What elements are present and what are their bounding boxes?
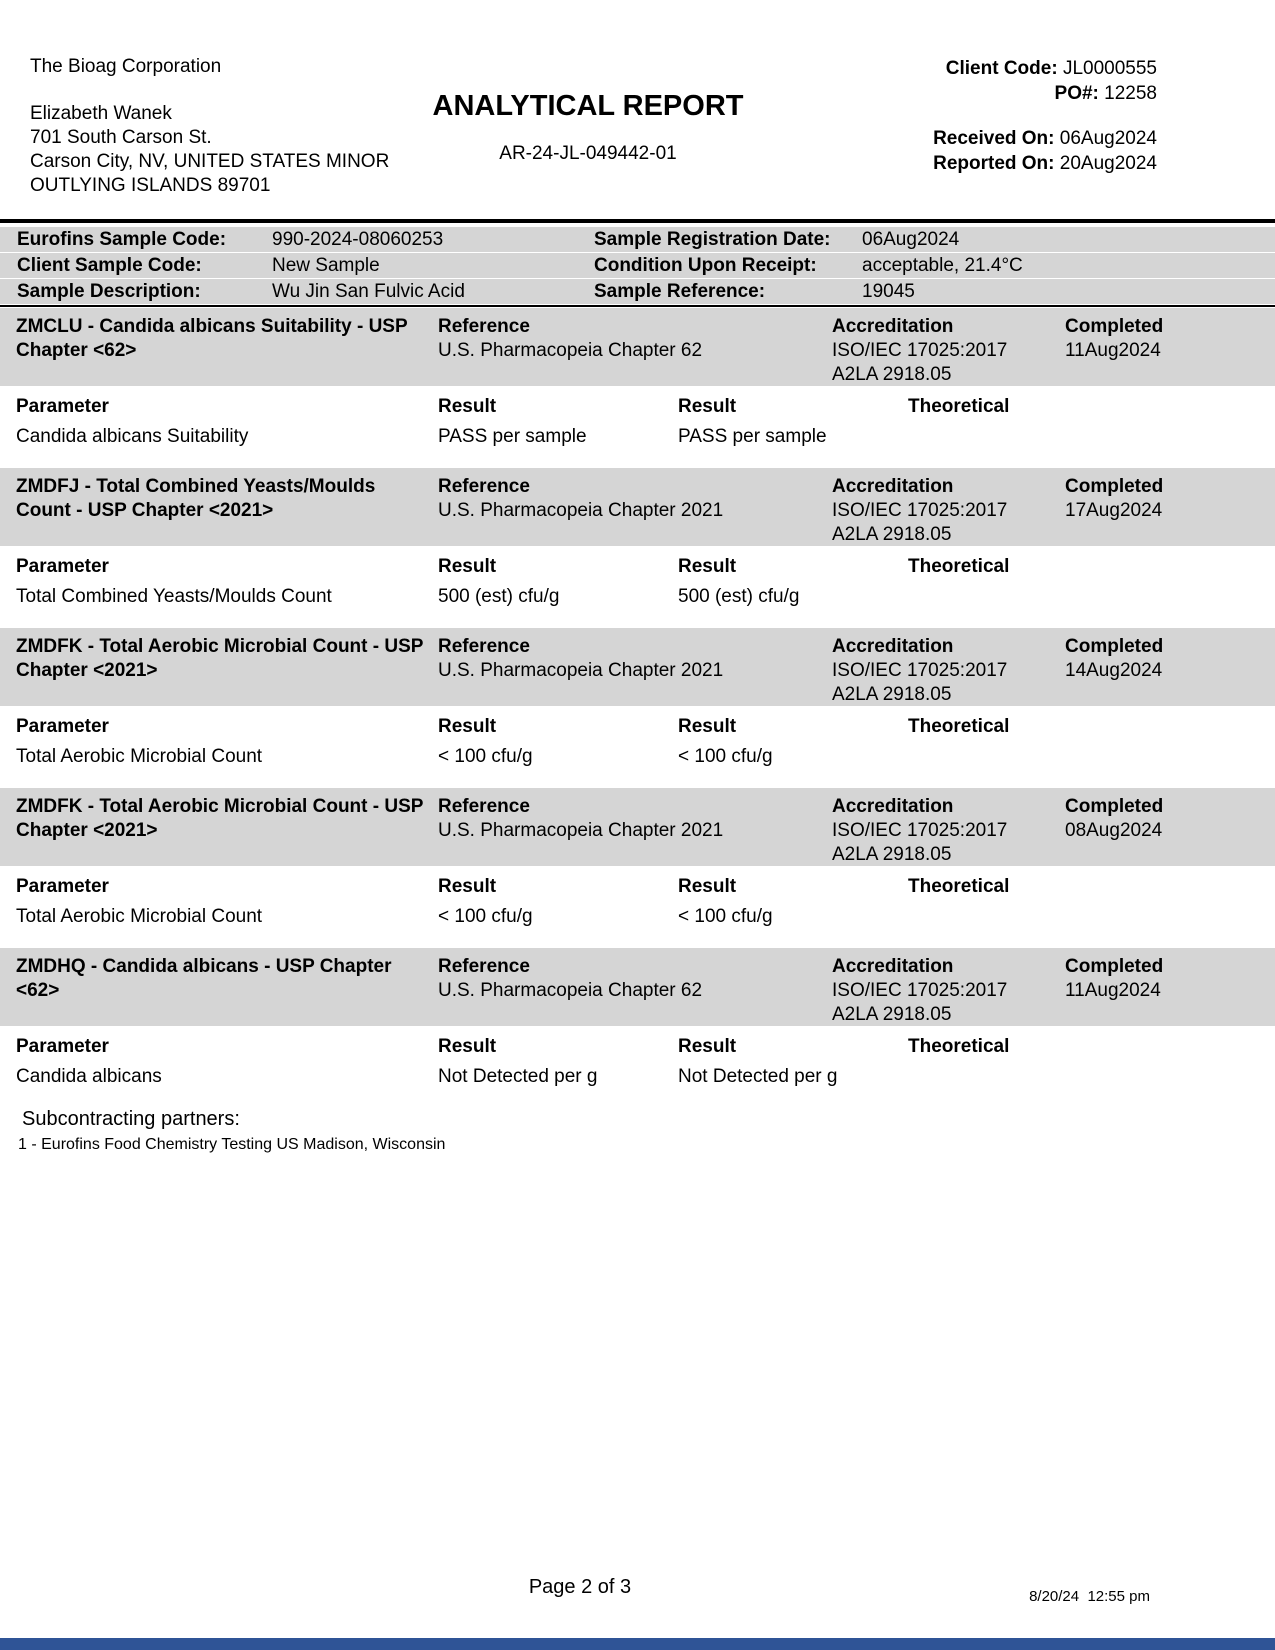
- completed-date: 11Aug2024: [1065, 980, 1161, 1001]
- accreditation-a2la: A2LA 2918.05: [832, 844, 952, 865]
- reference-label: Reference: [438, 476, 530, 497]
- sections: [0, 308, 1275, 1118]
- accreditation-iso: ISO/IEC 17025:2017: [832, 500, 1008, 521]
- completed-date: 17Aug2024: [1065, 500, 1163, 521]
- section-completed: [1065, 315, 1265, 363]
- section-header-band: [0, 308, 1275, 386]
- test-section: [0, 468, 1275, 628]
- completed-date: 11Aug2024: [1065, 340, 1161, 361]
- section-completed: [1065, 475, 1265, 523]
- reference-label: Reference: [438, 956, 530, 977]
- test-section: [0, 628, 1275, 788]
- result1-value: 500 (est) cfu/g: [438, 586, 560, 607]
- section-completed: [1065, 635, 1265, 683]
- reference-value: U.S. Pharmacopeia Chapter 2021: [438, 820, 724, 841]
- address-line-3: OUTLYING ISLANDS 89701: [30, 175, 271, 196]
- result2-column-header: Result: [678, 716, 737, 737]
- eurofins-sample-code-label: Eurofins Sample Code:: [17, 229, 227, 250]
- section-reference: [438, 955, 768, 1003]
- test-section: [0, 308, 1275, 468]
- section-reference: [438, 315, 768, 363]
- test-section: [0, 788, 1275, 948]
- theoretical-column-header: Theoretical: [908, 1036, 1010, 1057]
- received-value: 06Aug2024: [1059, 128, 1157, 149]
- section-title: ZMDFK - Total Aerobic Microbial Count - USP Chapter <2021>: [16, 796, 424, 841]
- accreditation-label: Accreditation: [832, 796, 954, 817]
- sample-info-row: [0, 227, 1275, 252]
- result2-column-header: Result: [678, 1036, 737, 1057]
- section-reference: [438, 635, 768, 683]
- subcontracting-title: Subcontracting partners:: [22, 1108, 240, 1130]
- section-title: ZMDFK - Total Aerobic Microbial Count - USP Chapter <2021>: [16, 636, 424, 681]
- client-sample-code-value: New Sample: [272, 255, 380, 276]
- parameter-name: Total Combined Yeasts/Moulds Count: [16, 586, 332, 607]
- parameter-column-header: Parameter: [16, 396, 109, 417]
- po-row: [933, 81, 1157, 106]
- contact-name: Elizabeth Wanek: [30, 103, 172, 124]
- accreditation-label: Accreditation: [832, 316, 954, 337]
- sample-reference-label: Sample Reference:: [594, 281, 766, 302]
- client-company: The Bioag Corporation: [30, 56, 222, 77]
- parameter-name: Candida albicans Suitability: [16, 426, 249, 447]
- reference-label: Reference: [438, 316, 530, 337]
- client-sample-code-label: Client Sample Code:: [17, 255, 202, 276]
- po-label: PO#:: [1054, 83, 1099, 104]
- accreditation-a2la: A2LA 2918.05: [832, 524, 952, 545]
- section-reference: [438, 475, 768, 523]
- completed-label: Completed: [1065, 956, 1164, 977]
- parameter-name: Candida albicans: [16, 1066, 162, 1087]
- reference-value: U.S. Pharmacopeia Chapter 2021: [438, 500, 724, 521]
- report-number: AR-24-JL-049442-01: [499, 143, 677, 164]
- result2-column-header: Result: [678, 556, 737, 577]
- client-code-label: Client Code:: [945, 58, 1058, 79]
- result1-value: PASS per sample: [438, 426, 587, 447]
- reported-value: 20Aug2024: [1059, 153, 1157, 174]
- reference-value: U.S. Pharmacopeia Chapter 62: [438, 340, 703, 361]
- parameter-column-header: Parameter: [16, 876, 109, 897]
- received-label: Received On:: [933, 128, 1055, 149]
- section-title: ZMCLU - Candida albicans Suitability - USP Chapter <62>: [16, 316, 408, 361]
- completed-label: Completed: [1065, 316, 1164, 337]
- sample-info-row: [0, 253, 1275, 278]
- section-header-band: [0, 628, 1275, 706]
- theoretical-column-header: Theoretical: [908, 556, 1010, 577]
- eurofins-sample-code-value: 990-2024-08060253: [272, 229, 444, 250]
- accreditation-label: Accreditation: [832, 476, 954, 497]
- accreditation-iso: ISO/IEC 17025:2017: [832, 340, 1008, 361]
- reported-row: [933, 151, 1157, 176]
- section-completed: [1065, 955, 1265, 1003]
- result2-value: Not Detected per g: [678, 1066, 838, 1087]
- sample-description-value: Wu Jin San Fulvic Acid: [272, 281, 465, 302]
- accreditation-label: Accreditation: [832, 956, 954, 977]
- result2-column-header: Result: [678, 876, 737, 897]
- completed-date: 08Aug2024: [1065, 820, 1163, 841]
- top-divider-rule: [0, 219, 1275, 223]
- result1-value: Not Detected per g: [438, 1066, 598, 1087]
- section-accreditation: [832, 475, 1052, 547]
- print-timestamp: 8/20/24 12:55 pm: [1029, 1588, 1150, 1605]
- report-title: ANALYTICAL REPORT: [432, 90, 744, 122]
- reference-value: U.S. Pharmacopeia Chapter 62: [438, 980, 703, 1001]
- parameter-name: Total Aerobic Microbial Count: [16, 906, 263, 927]
- section-accreditation: [832, 955, 1052, 1027]
- section-accreditation: [832, 635, 1052, 707]
- completed-label: Completed: [1065, 796, 1164, 817]
- result1-column-header: Result: [438, 396, 497, 417]
- result1-value: < 100 cfu/g: [438, 746, 533, 767]
- section-header-band: [0, 788, 1275, 866]
- section-accreditation: [832, 795, 1052, 867]
- section-completed: [1065, 795, 1265, 843]
- received-row: [933, 126, 1157, 151]
- reference-label: Reference: [438, 796, 530, 817]
- test-section: [0, 948, 1275, 1108]
- result1-column-header: Result: [438, 1036, 497, 1057]
- section-reference: [438, 795, 768, 843]
- sample-info-row: [0, 279, 1275, 304]
- sample-block-bottom-rule: [0, 305, 1275, 307]
- accreditation-a2la: A2LA 2918.05: [832, 1004, 952, 1025]
- footer-accent-bar: [0, 1638, 1275, 1650]
- section-title: ZMDHQ - Candida albicans - USP Chapter <62>: [16, 956, 392, 1001]
- sample-registration-date-value: 06Aug2024: [862, 229, 960, 250]
- result1-column-header: Result: [438, 556, 497, 577]
- sample-description-label: Sample Description:: [17, 281, 201, 302]
- po-value: 12258: [1104, 83, 1157, 104]
- subcontracting-partner: 1 - Eurofins Food Chemistry Testing US Madison, Wisconsin: [18, 1136, 446, 1153]
- parameter-column-header: Parameter: [16, 556, 109, 577]
- completed-date: 14Aug2024: [1065, 660, 1163, 681]
- result2-column-header: Result: [678, 396, 737, 417]
- section-accreditation: [832, 315, 1052, 387]
- result2-value: < 100 cfu/g: [678, 746, 773, 767]
- theoretical-column-header: Theoretical: [908, 716, 1010, 737]
- result2-value: 500 (est) cfu/g: [678, 586, 800, 607]
- section-header-band: [0, 468, 1275, 546]
- reported-label: Reported On:: [933, 153, 1055, 174]
- theoretical-column-header: Theoretical: [908, 876, 1010, 897]
- accreditation-iso: ISO/IEC 17025:2017: [832, 660, 1008, 681]
- completed-label: Completed: [1065, 636, 1164, 657]
- accreditation-iso: ISO/IEC 17025:2017: [832, 820, 1008, 841]
- sample-info-block: [0, 227, 1275, 305]
- reference-label: Reference: [438, 636, 530, 657]
- client-code-row: [933, 56, 1157, 81]
- parameter-column-header: Parameter: [16, 1036, 109, 1057]
- page-number: Page 2 of 3: [528, 1576, 632, 1598]
- report-meta-block: [933, 56, 1157, 176]
- reference-value: U.S. Pharmacopeia Chapter 2021: [438, 660, 724, 681]
- result1-value: < 100 cfu/g: [438, 906, 533, 927]
- completed-label: Completed: [1065, 476, 1164, 497]
- address-line-1: 701 South Carson St.: [30, 127, 212, 148]
- accreditation-label: Accreditation: [832, 636, 954, 657]
- result1-column-header: Result: [438, 876, 497, 897]
- condition-upon-receipt-label: Condition Upon Receipt:: [594, 255, 817, 276]
- accreditation-a2la: A2LA 2918.05: [832, 684, 952, 705]
- section-header-band: [0, 948, 1275, 1026]
- result2-value: < 100 cfu/g: [678, 906, 773, 927]
- client-address-block: [30, 102, 389, 198]
- client-code-value: JL0000555: [1062, 58, 1157, 79]
- parameter-column-header: Parameter: [16, 716, 109, 737]
- result2-value: PASS per sample: [678, 426, 827, 447]
- accreditation-a2la: A2LA 2918.05: [832, 364, 952, 385]
- result1-column-header: Result: [438, 716, 497, 737]
- address-line-2: Carson City, NV, UNITED STATES MINOR: [30, 151, 390, 172]
- sample-reference-value: 19045: [862, 281, 915, 302]
- parameter-name: Total Aerobic Microbial Count: [16, 746, 263, 767]
- accreditation-iso: ISO/IEC 17025:2017: [832, 980, 1008, 1001]
- section-title: ZMDFJ - Total Combined Yeasts/Moulds Count - USP Chapter <2021>: [16, 476, 376, 521]
- theoretical-column-header: Theoretical: [908, 396, 1010, 417]
- condition-upon-receipt-value: acceptable, 21.4°C: [862, 255, 1023, 276]
- sample-registration-date-label: Sample Registration Date:: [594, 229, 831, 250]
